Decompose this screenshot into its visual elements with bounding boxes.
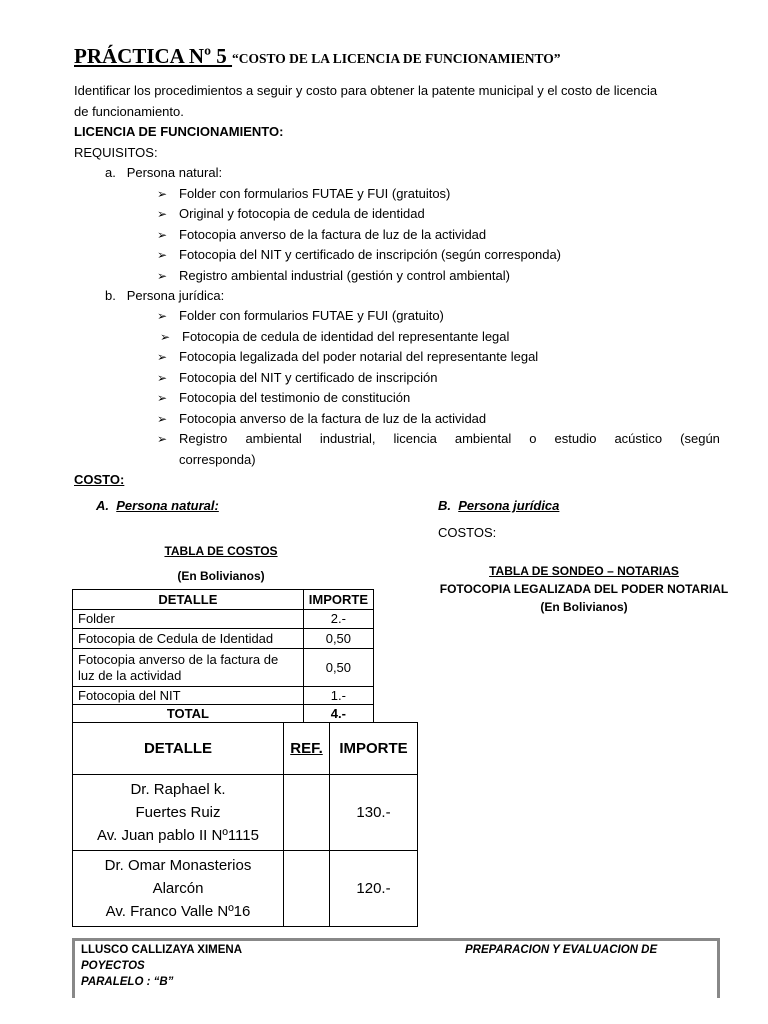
footer-subject-line-2: POYECTOS [81,960,145,972]
justified-line [179,429,720,449]
table-costos-title: TABLA DE COSTOS [164,544,278,558]
arrow-bullet-icon: ➢ [157,350,168,364]
cell-importe: 130.- [330,775,418,851]
natural-item-text: Registro ambiental industrial (gestión y control ambiental) [179,268,510,283]
notary-name: Dr. Raphael k. [130,781,226,798]
juridica-item-text: Fotocopia legalizada del poder notarial del representante legal [179,349,539,364]
word: Registro [179,431,228,446]
arrow-bullet-icon: ➢ [157,248,168,262]
juridica-item [157,368,437,388]
word: industrial, [319,431,376,446]
natural-item-text: Folder con formularios FUTAE y FUI (gratuitos) [179,186,451,201]
natural-item-text: Fotocopia anverso de la factura de luz de la actividad [179,227,487,242]
table-header-row [73,723,418,775]
table-sondeo-title: TABLA DE SONDEO – NOTARIAS [489,564,679,578]
word: (según [680,431,720,446]
arrow-bullet-icon: ➢ [157,412,168,426]
costos-label: COSTOS: [438,525,497,540]
word: acústico [614,431,663,446]
cell-importe: 2.- [303,610,373,629]
natural-item [157,225,486,245]
section-a-marker: A. [96,498,109,513]
cell-importe: 1.- [303,687,373,705]
notary-address: Av. Juan pablo II Nº1115 [97,827,259,844]
natural-marker: a. [105,165,116,180]
table-header-row [73,590,374,610]
juridica-item-text: Fotocopia anverso de la factura de luz de la actividad [179,411,487,426]
header-detalle: DETALLE [73,723,284,775]
arrow-bullet-icon: ➢ [157,269,168,283]
arrow-bullet-icon: ➢ [157,371,168,385]
table-sondeo [72,722,418,927]
notary-address: Av. Franco Valle Nº16 [105,903,251,920]
word: estudio [554,431,597,446]
word: o [529,431,537,446]
notary-name: Fuertes Ruiz [135,804,221,821]
header-importe: IMPORTE [303,590,373,610]
title-sub: “COSTO DE LA LICENCIA DE FUNCIONAMIENTO” [232,51,561,66]
arrow-bullet-icon: ➢ [157,309,168,323]
juridica-item-text: Fotocopia del NIT y certificado de inscripción [179,370,438,385]
natural-item-text: Fotocopia del NIT y certificado de inscripción (según corresponda) [179,247,562,262]
section-b-marker: B. [438,498,451,513]
cell-detalle: Fotocopia del NIT [73,687,304,705]
juridica-item [157,347,538,367]
intro-line-1: Identificar los procedimientos a seguir y costo para obtener la patente municipal y el costo de licencia [74,83,658,98]
footer-name: LLUSCO CALLIZAYA XIMENA [81,944,243,956]
cell-ref [284,775,330,851]
table-total-row [73,705,374,723]
footer-box [72,938,720,998]
natural-item-text: Original y fotocopia de cedula de identidad [179,206,425,221]
cell-detalle: Fotocopia de Cedula de Identidad [73,629,304,649]
table-row [73,851,418,927]
table-row [73,610,374,629]
juridica-item [157,306,444,326]
footer-subject-line-1: PREPARACION Y EVALUACION DE [465,944,658,956]
header-importe: IMPORTE [330,723,418,775]
header-detalle: DETALLE [73,590,304,610]
cell-detalle: Folder [73,610,304,629]
natural-label: Persona natural: [126,165,223,180]
cell-ref [284,851,330,927]
arrow-bullet-icon: ➢ [157,187,168,201]
costo-label: COSTO: [74,472,125,487]
table-row [73,687,374,705]
juridica-label: Persona jurídica: [126,288,225,303]
word: ambiental [454,431,512,446]
section-b-label: Persona jurídica [458,498,560,513]
table-sondeo-subtitle: FOTOCOPIA LEGALIZADA DEL PODER NOTARIAL [439,582,729,596]
natural-item [157,266,510,286]
juridica-item-text: Fotocopia de cedula de identidad del representante legal [182,329,510,344]
header-ref: REF. [284,723,330,775]
juridica-marker: b. [105,288,116,303]
section-a-label: Persona natural: [116,498,219,513]
section-a-heading [96,496,219,516]
cell-importe: 0,50 [303,649,373,687]
juridica-item-text: Fotocopia del testimonio de constitución [179,390,411,405]
juridica-item [157,409,486,429]
notary-name: Alarcón [152,880,204,897]
arrow-bullet-icon: ➢ [157,391,168,405]
arrow-bullet-icon: ➢ [157,432,168,446]
natural-item [157,245,561,265]
footer-paralelo: PARALELO : “B” [81,976,174,988]
heading-requisitos: REQUISITOS: [74,145,158,160]
page-title [74,44,560,69]
title-main: PRÁCTICA Nº 5 [74,44,233,68]
cell-detalle [73,775,284,851]
juridica-item [160,327,509,347]
arrow-bullet-icon: ➢ [157,228,168,242]
section-b-heading [438,496,559,516]
juridica-item-last [157,429,720,449]
natural-heading [105,163,222,183]
table-sondeo-unit: (En Bolivianos) [540,600,628,614]
table-costos [72,589,374,723]
word: licencia [393,431,437,446]
notary-name: Dr. Omar Monasterios [104,857,252,874]
natural-item [157,184,450,204]
total-label: TOTAL [73,705,304,723]
cell-importe: 120.- [330,851,418,927]
table-row [73,649,374,687]
juridica-item [157,388,410,408]
juridica-item-last-line2: corresponda) [179,452,256,467]
arrow-bullet-icon: ➢ [157,207,168,221]
cell-detalle [73,851,284,927]
juridica-item-text: Folder con formularios FUTAE y FUI (gratuito) [179,308,444,323]
arrow-bullet-icon: ➢ [160,330,171,344]
juridica-heading [105,286,224,306]
total-value: 4.- [303,705,373,723]
table-costos-unit: (En Bolivianos) [177,569,265,583]
natural-item [157,204,425,224]
table-row [73,775,418,851]
table-row [73,629,374,649]
cell-detalle: Fotocopia anverso de la factura de luz de la actividad [73,649,304,687]
heading-licencia: LICENCIA DE FUNCIONAMIENTO: [74,124,284,139]
cell-importe: 0,50 [303,629,373,649]
word: ambiental [245,431,302,446]
intro-line-2: de funcionamiento. [74,104,184,119]
